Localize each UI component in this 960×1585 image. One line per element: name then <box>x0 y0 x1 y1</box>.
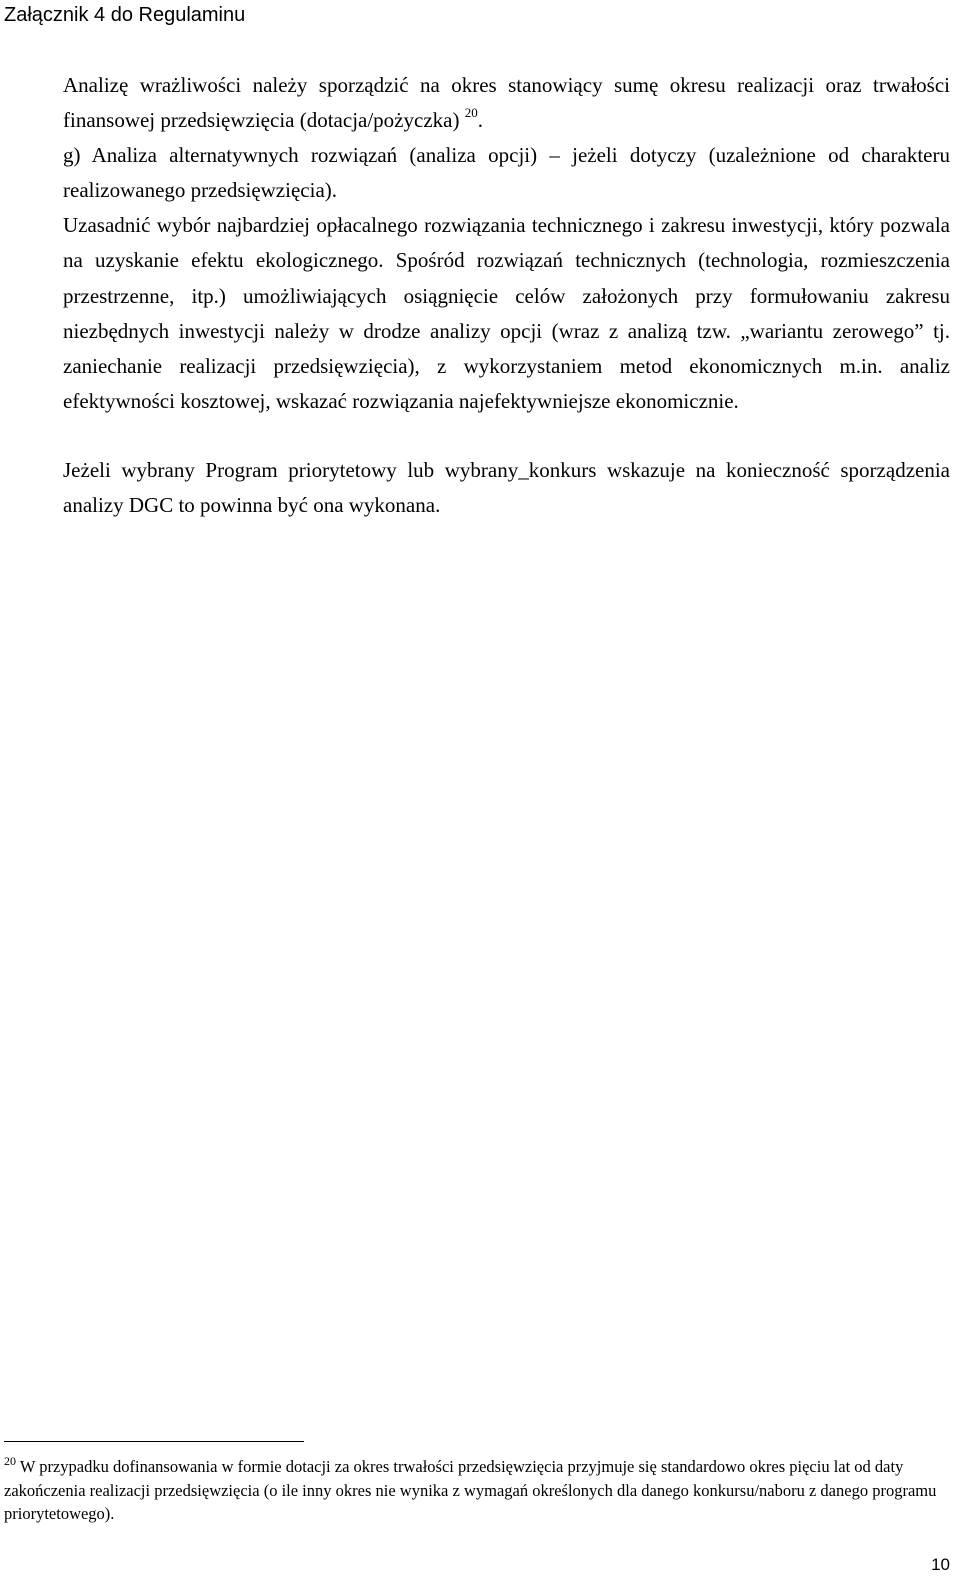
footnote-separator <box>4 1441 304 1442</box>
footnote-reference: 20 <box>464 105 478 121</box>
footnote-text: W przypadku dofinansowania w formie dotacji za okres trwałości przedsięwzięcia przyjmuje się standardowo okres pięciu lat od daty zakończenia realizacji przedsięwzięcia (o ile inny okres nie wynika z wymagań określonych dla danego konkursu/naboru z danego programu priorytetowego). <box>4 1457 937 1523</box>
list-marker: g) <box>63 143 81 167</box>
paragraph-dgc-analysis <box>63 453 950 524</box>
footnote <box>4 1455 950 1526</box>
paragraph-end: . <box>477 108 483 133</box>
paragraph-text: Analizę wrażliwości należy sporządzić na okres stanowiący sumę okresu realizacji oraz trwałości finansowej przedsięwzięcia (dotacja/pożyczka) <box>63 73 950 133</box>
paragraph-sensitivity-analysis <box>63 68 950 139</box>
footnote-number: 20 <box>4 1453 16 1468</box>
page-header: Załącznik 4 do Regulaminu <box>4 4 246 26</box>
paragraph-text: Jeżeli wybrany Program priorytetowy lub wybrany_konkurs wskazuje na konieczność sporządzenia analizy DGC to powinna być ona wykonana. <box>63 458 950 518</box>
paragraph-text: Uzasadnić wybór najbardziej opłacalnego rozwiązania technicznego i zakresu inwestycji, który pozwala na uzyskanie efektu ekologicznego. Spośród rozwiązań technicznych (technologia, rozmieszczenia przestrzenne, itp.) umożliwiających osiągnięcie celów założonych przy formułowaniu zakresu niezbędnych inwestycji należy w drodze analizy opcji (wraz z analizą tzw. „wariantu zerowego” tj. zaniechanie realizacji przedsięwzięcia), z wykorzystaniem metod ekonomicznych m.in. analiz efektywności kosztowej, wskazać rozwiązania najefektywniejsze ekonomicznie. <box>63 213 950 414</box>
list-item-g <box>63 138 950 209</box>
paragraph-justification <box>63 208 950 420</box>
list-item-text: Analiza alternatywnych rozwiązań (analiza opcji) – jeżeli dotyczy (uzależnione od charakteru realizowanego przedsięwzięcia). <box>63 143 950 203</box>
page-number: 10 <box>931 1555 950 1574</box>
